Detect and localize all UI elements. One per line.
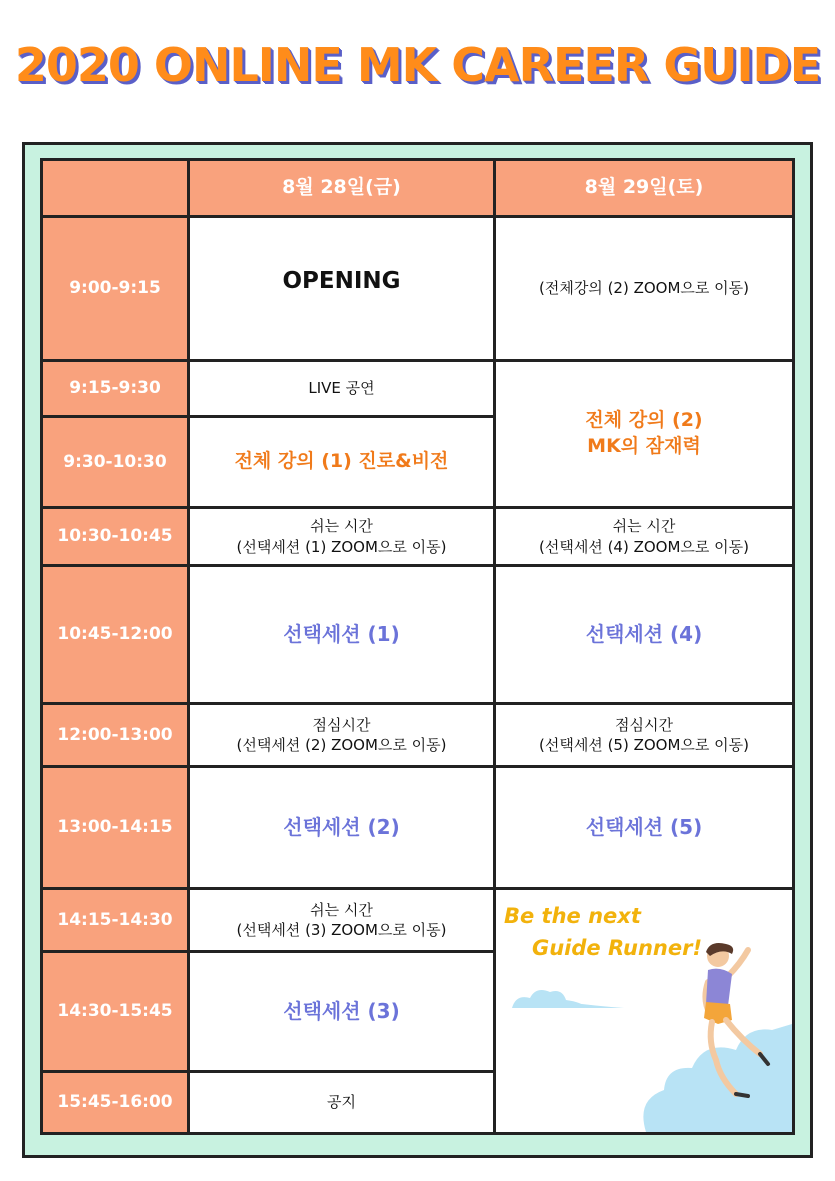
cloud-right <box>643 1024 792 1132</box>
lecture1-label: 전체 강의 (1) 진로&비전 <box>234 450 449 473</box>
day1-lunch <box>187 702 496 768</box>
lunch-title: 점심시간 <box>312 715 371 734</box>
time-slot: 13:00-14:15 <box>40 765 190 890</box>
day1-live-performance: LIVE 공연 <box>187 359 496 418</box>
lunch-title: 점심시간 <box>615 715 673 734</box>
break-title: 쉬는 시간 <box>612 517 676 536</box>
break-note: (선택세션 (1) ZOOM으로 이동) <box>236 537 447 556</box>
opening-label: OPENING <box>282 267 401 294</box>
break-note: (선택세션 (3) ZOOM으로 이동) <box>236 921 447 939</box>
time-slot: 15:45-16:00 <box>40 1070 190 1135</box>
session4-label: 선택세션 (4) <box>585 622 703 646</box>
lecture2-line1: 전체 강의 (2) <box>585 409 703 432</box>
header-corner <box>40 158 190 218</box>
break-note: (선택세션 (4) ZOOM으로 이동) <box>538 537 749 556</box>
day2-move-to-zoom: (전체강의 (2) ZOOM으로 이동) <box>493 215 795 362</box>
page-title: 2020 ONLINE MK CAREER GUIDE <box>14 38 821 92</box>
session3-label: 선택세션 (3) <box>283 999 400 1023</box>
header-day1: 8월 28일(금) <box>187 158 496 218</box>
cloud-left <box>512 990 586 1008</box>
header-day2: 8월 29일(토) <box>493 158 795 218</box>
break-title: 쉬는 시간 <box>310 517 373 536</box>
time-slot: 10:30-10:45 <box>40 506 190 567</box>
day1-session1 <box>187 564 496 705</box>
time-slot: 9:30-10:30 <box>40 415 190 509</box>
break-title: 쉬는 시간 <box>310 900 373 919</box>
session5-label: 선택세션 (5) <box>585 815 703 839</box>
day2-session5 <box>493 765 795 890</box>
lunch-note: (선택세션 (5) ZOOM으로 이동) <box>538 736 749 754</box>
slogan-line1: Be the next <box>504 904 641 928</box>
day2-lunch <box>493 702 795 768</box>
time-slot: 14:30-15:45 <box>40 950 190 1073</box>
time-slot: 14:15-14:30 <box>40 887 190 953</box>
day1-session3 <box>187 950 496 1073</box>
day1-session2 <box>187 765 496 890</box>
day2-runner-illustration <box>493 887 795 1135</box>
day2-lecture2 <box>493 359 795 509</box>
day2-session4 <box>493 564 795 705</box>
time-slot: 10:45-12:00 <box>40 564 190 705</box>
day1-break1 <box>187 506 496 567</box>
lecture2-line2: MK의 잠재력 <box>587 435 701 457</box>
day1-notice: 공지 <box>187 1070 496 1135</box>
session2-label: 선택세션 (2) <box>283 815 400 839</box>
day2-break1 <box>493 506 795 567</box>
time-slot: 9:15-9:30 <box>40 359 190 418</box>
day1-break2 <box>187 887 496 953</box>
day1-opening <box>187 215 496 362</box>
session1-label: 선택세션 (1) <box>283 622 400 646</box>
day1-lecture1 <box>187 415 496 509</box>
slogan-line2: Guide Runner! <box>532 936 703 960</box>
time-slot: 12:00-13:00 <box>40 702 190 768</box>
lunch-note: (선택세션 (2) ZOOM으로 이동) <box>236 736 447 754</box>
time-slot: 9:00-9:15 <box>40 215 190 362</box>
